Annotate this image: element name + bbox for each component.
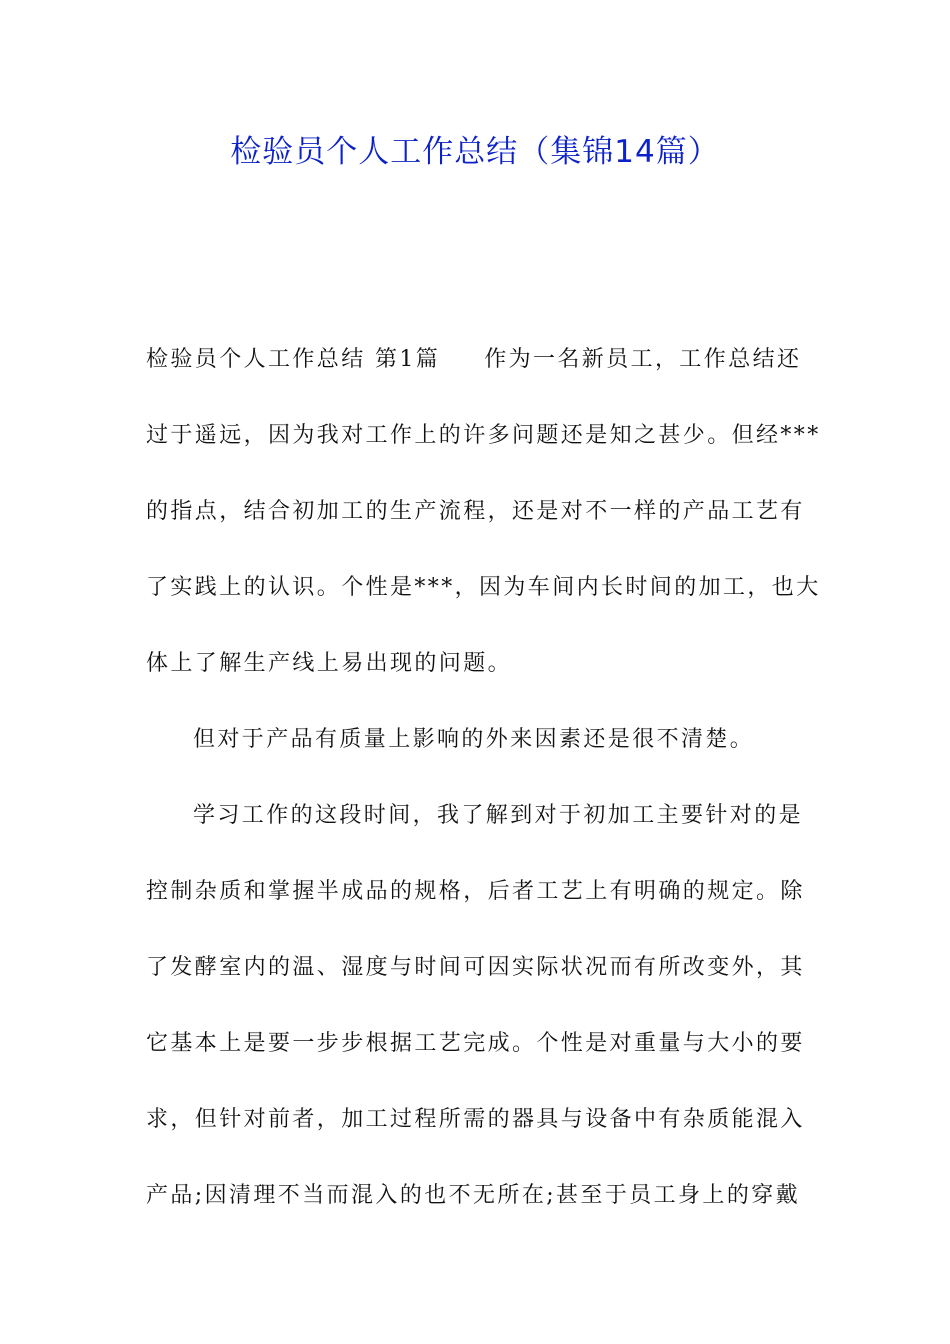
document-body [146,335,821,1247]
paragraph-line: 作为一名新员工，工作总结还 [484,347,802,372]
section-heading: 检验员个人工作总结 第1篇 [146,347,441,372]
document-title: 检验员个人工作总结（集锦14篇） [230,134,720,170]
text-line-1 [146,335,806,411]
paragraph-line: 了发酵室内的温、湿度与时间可因实际状况而有所改变外，其 [146,955,805,980]
paragraph-line: 求，但针对前者，加工过程所需的器具与设备中有杂质能混入 [146,1107,805,1132]
paragraph-line: 体上了解生产线上易出现的问题。 [146,651,513,676]
paragraph-line: 学习工作的这段时间，我了解到对于初加工主要针对的是 [193,803,804,828]
paragraph-line: 产品;因清理不当而混入的也不无所在;甚至于员工身上的穿戴 [146,1183,801,1208]
paragraph-line: 的指点，结合初加工的生产流程，还是对不一样的产品工艺有 [146,499,805,524]
paragraph-line: 控制杂质和掌握半成品的规格，后者工艺上有明确的规定。除 [146,879,805,904]
paragraph-line: 过于遥远，因为我对工作上的许多问题还是知之甚少。但经*** [146,423,821,448]
paragraph-line: 了实践上的认识。个性是***，因为车间内长时间的加工，也大 [146,575,821,600]
paragraph-line: 它基本上是要一步步根据工艺完成。个性是对重量与大小的要 [146,1031,805,1056]
paragraph-line: 但对于产品有质量上影响的外来因素还是很不清楚。 [193,727,755,752]
